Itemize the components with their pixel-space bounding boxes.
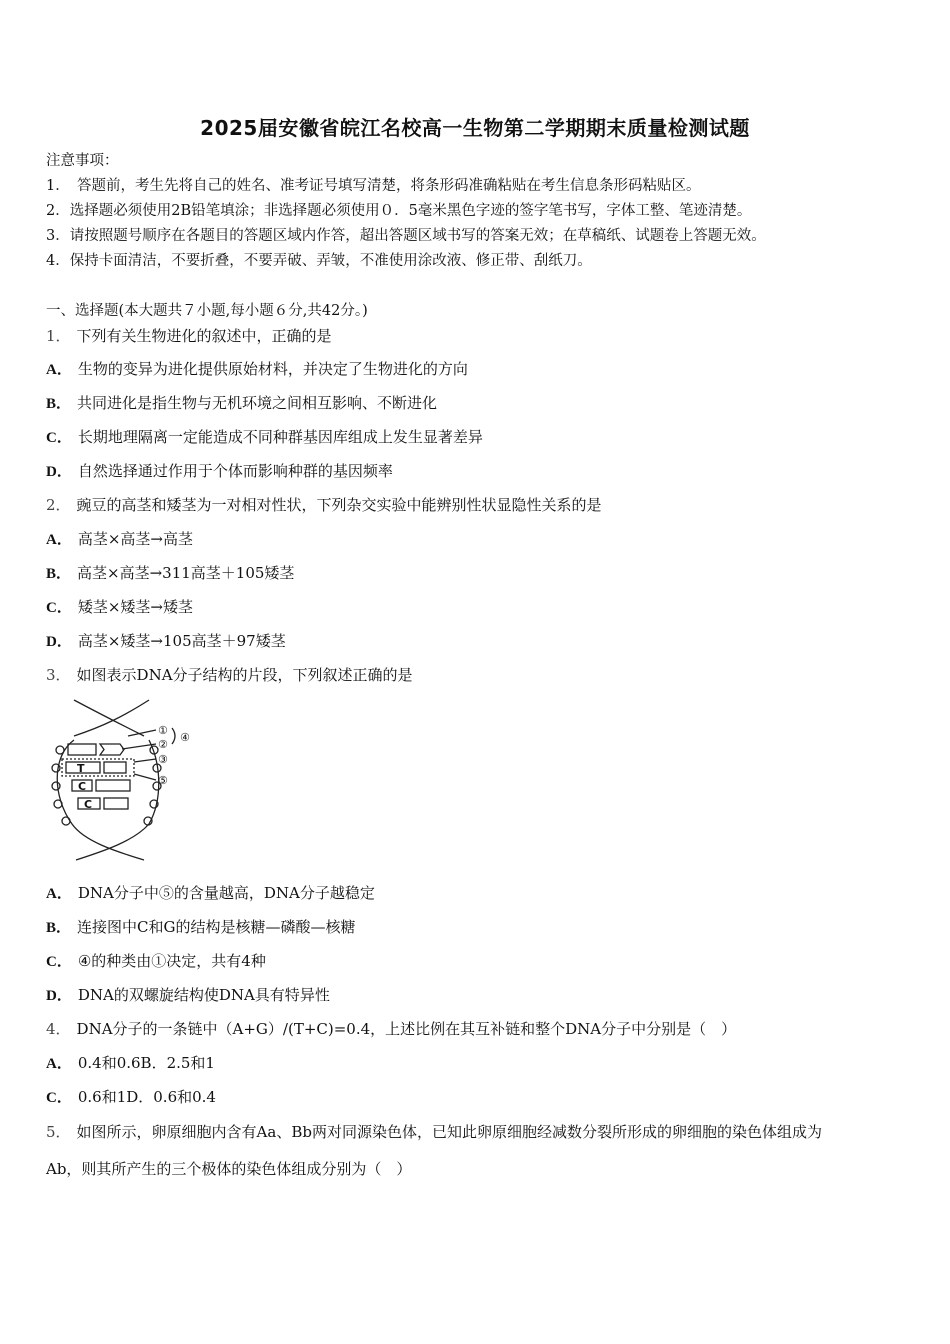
question-number: 1． (46, 327, 71, 345)
label-3: ③ (158, 753, 168, 766)
option-text: 生物的变异为进化提供原始材料，并决定了生物进化的方向 (77, 360, 468, 378)
option-b[interactable] (46, 563, 294, 584)
option-text: 共同进化是指生物与无机环境之间相互影响、不断进化 (77, 394, 438, 412)
option-text: 连接图中C和G的结构是核糖—磷酸—核糖 (77, 918, 356, 936)
label-5: ⑤ (158, 774, 168, 787)
question-stem: 如图所示，卵原细胞内含有Aa、Bb两对同源染色体，已知此卵原细胞经减数分裂所形成的卵细胞的染色体组成为 (76, 1123, 822, 1141)
question-stem: 下列有关生物进化的叙述中，正确的是 (76, 327, 332, 345)
question-3 (46, 665, 413, 685)
option-label: A． (46, 362, 72, 378)
option-label: C． (46, 600, 72, 616)
option-label: A． (46, 532, 72, 548)
notice-item: 3．请按照题号顺序在各题目的答题区域内作答，超出答题区域书写的答案无效；在草稿纸、试题卷上答题无效。 (46, 228, 766, 244)
option-b[interactable] (46, 393, 437, 414)
option-c[interactable] (46, 951, 266, 972)
option-a[interactable] (46, 883, 375, 904)
base-c: C (78, 780, 87, 793)
section-heading: 一、选择题(本大题共７小题,每小题６分,共42分。) (46, 303, 368, 319)
notice-item: 1． 答题前，考生先将自己的姓名、准考证号填写清楚，将条形码准确粘贴在考生信息条形码粘贴区。 (46, 178, 701, 194)
option-a[interactable] (46, 529, 193, 550)
option-label: A． (46, 886, 72, 902)
label-2: ② (158, 738, 168, 751)
option-d[interactable] (46, 461, 393, 482)
option-text: 高茎×高茎→311高茎＋105矮茎 (77, 564, 295, 582)
option-a[interactable] (46, 359, 468, 380)
option-text: ④的种类由①决定，共有4种 (77, 952, 266, 970)
question-number: 3． (46, 666, 71, 684)
option-d[interactable] (46, 985, 330, 1006)
question-1 (46, 326, 332, 346)
option-text: 0.4和0.6B．2.5和1 (77, 1054, 215, 1072)
option-text: 长期地理隔离一定能造成不同种群基因库组成上发生显著差异 (77, 428, 483, 446)
base-c: C (84, 798, 93, 811)
question-5-continued: Ab，则其所产生的三个极体的染色体组成分别为（ ） (46, 1160, 412, 1178)
option-ab[interactable] (46, 1053, 215, 1074)
question-number: 4． (46, 1020, 71, 1038)
question-stem: DNA分子的一条链中（A+G）/(T+C)=0.4，上述比例在其互补链和整个DNA分子中分别是（ ） (76, 1020, 737, 1038)
option-b[interactable] (46, 917, 355, 938)
notice-heading: 注意事项： (46, 153, 119, 169)
option-c[interactable] (46, 597, 193, 618)
option-label: B． (46, 566, 72, 582)
option-label: D． (46, 988, 72, 1004)
option-label: C． (46, 954, 72, 970)
option-c[interactable] (46, 427, 483, 448)
label-1: ① (158, 724, 168, 737)
question-2 (46, 495, 602, 515)
question-number: 2． (46, 496, 71, 514)
base-t: T (77, 762, 85, 775)
option-text: 自然选择通过作用于个体而影响种群的基因频率 (77, 462, 393, 480)
question-stem: 如图表示DNA分子结构的片段，下列叙述正确的是 (76, 666, 413, 684)
option-text: 高茎×矮茎→105高茎＋97矮茎 (77, 632, 286, 650)
option-d[interactable] (46, 631, 286, 652)
option-label: C． (46, 1090, 72, 1106)
question-4 (46, 1019, 736, 1039)
option-text: DNA的双螺旋结构使DNA具有特异性 (77, 986, 330, 1004)
dna-structure-diagram (44, 696, 204, 864)
option-label: B． (46, 396, 72, 412)
notice-item: 2．选择题必须使用2B铅笔填涂；非选择题必须使用０．5毫米黑色字迹的签字笔书写，字体工整、笔迹清楚。 (46, 203, 752, 219)
question-number: 5． (46, 1123, 71, 1141)
notice-item: 4．保持卡面清洁，不要折叠，不要弄破、弄皱，不准使用涂改液、修正带、刮纸刀。 (46, 253, 592, 269)
question-stem: 豌豆的高茎和矮茎为一对相对性状，下列杂交实验中能辨别性状显隐性关系的是 (76, 496, 602, 514)
option-label: C． (46, 430, 72, 446)
option-text: DNA分子中⑤的含量越高，DNA分子越稳定 (77, 884, 375, 902)
option-text: 矮茎×矮茎→矮茎 (77, 598, 193, 616)
label-4: ④ (180, 731, 190, 744)
option-label: D． (46, 634, 72, 650)
option-label: A． (46, 1056, 72, 1072)
option-label: D． (46, 464, 72, 480)
option-text: 0.6和1D．0.6和0.4 (77, 1088, 216, 1106)
page-title: 2025届安徽省皖江名校高一生物第二学期期末质量检测试题 (200, 116, 750, 140)
option-text: 高茎×高茎→高茎 (77, 530, 193, 548)
question-5 (46, 1122, 822, 1142)
option-label: B． (46, 920, 72, 936)
option-cd[interactable] (46, 1087, 216, 1108)
